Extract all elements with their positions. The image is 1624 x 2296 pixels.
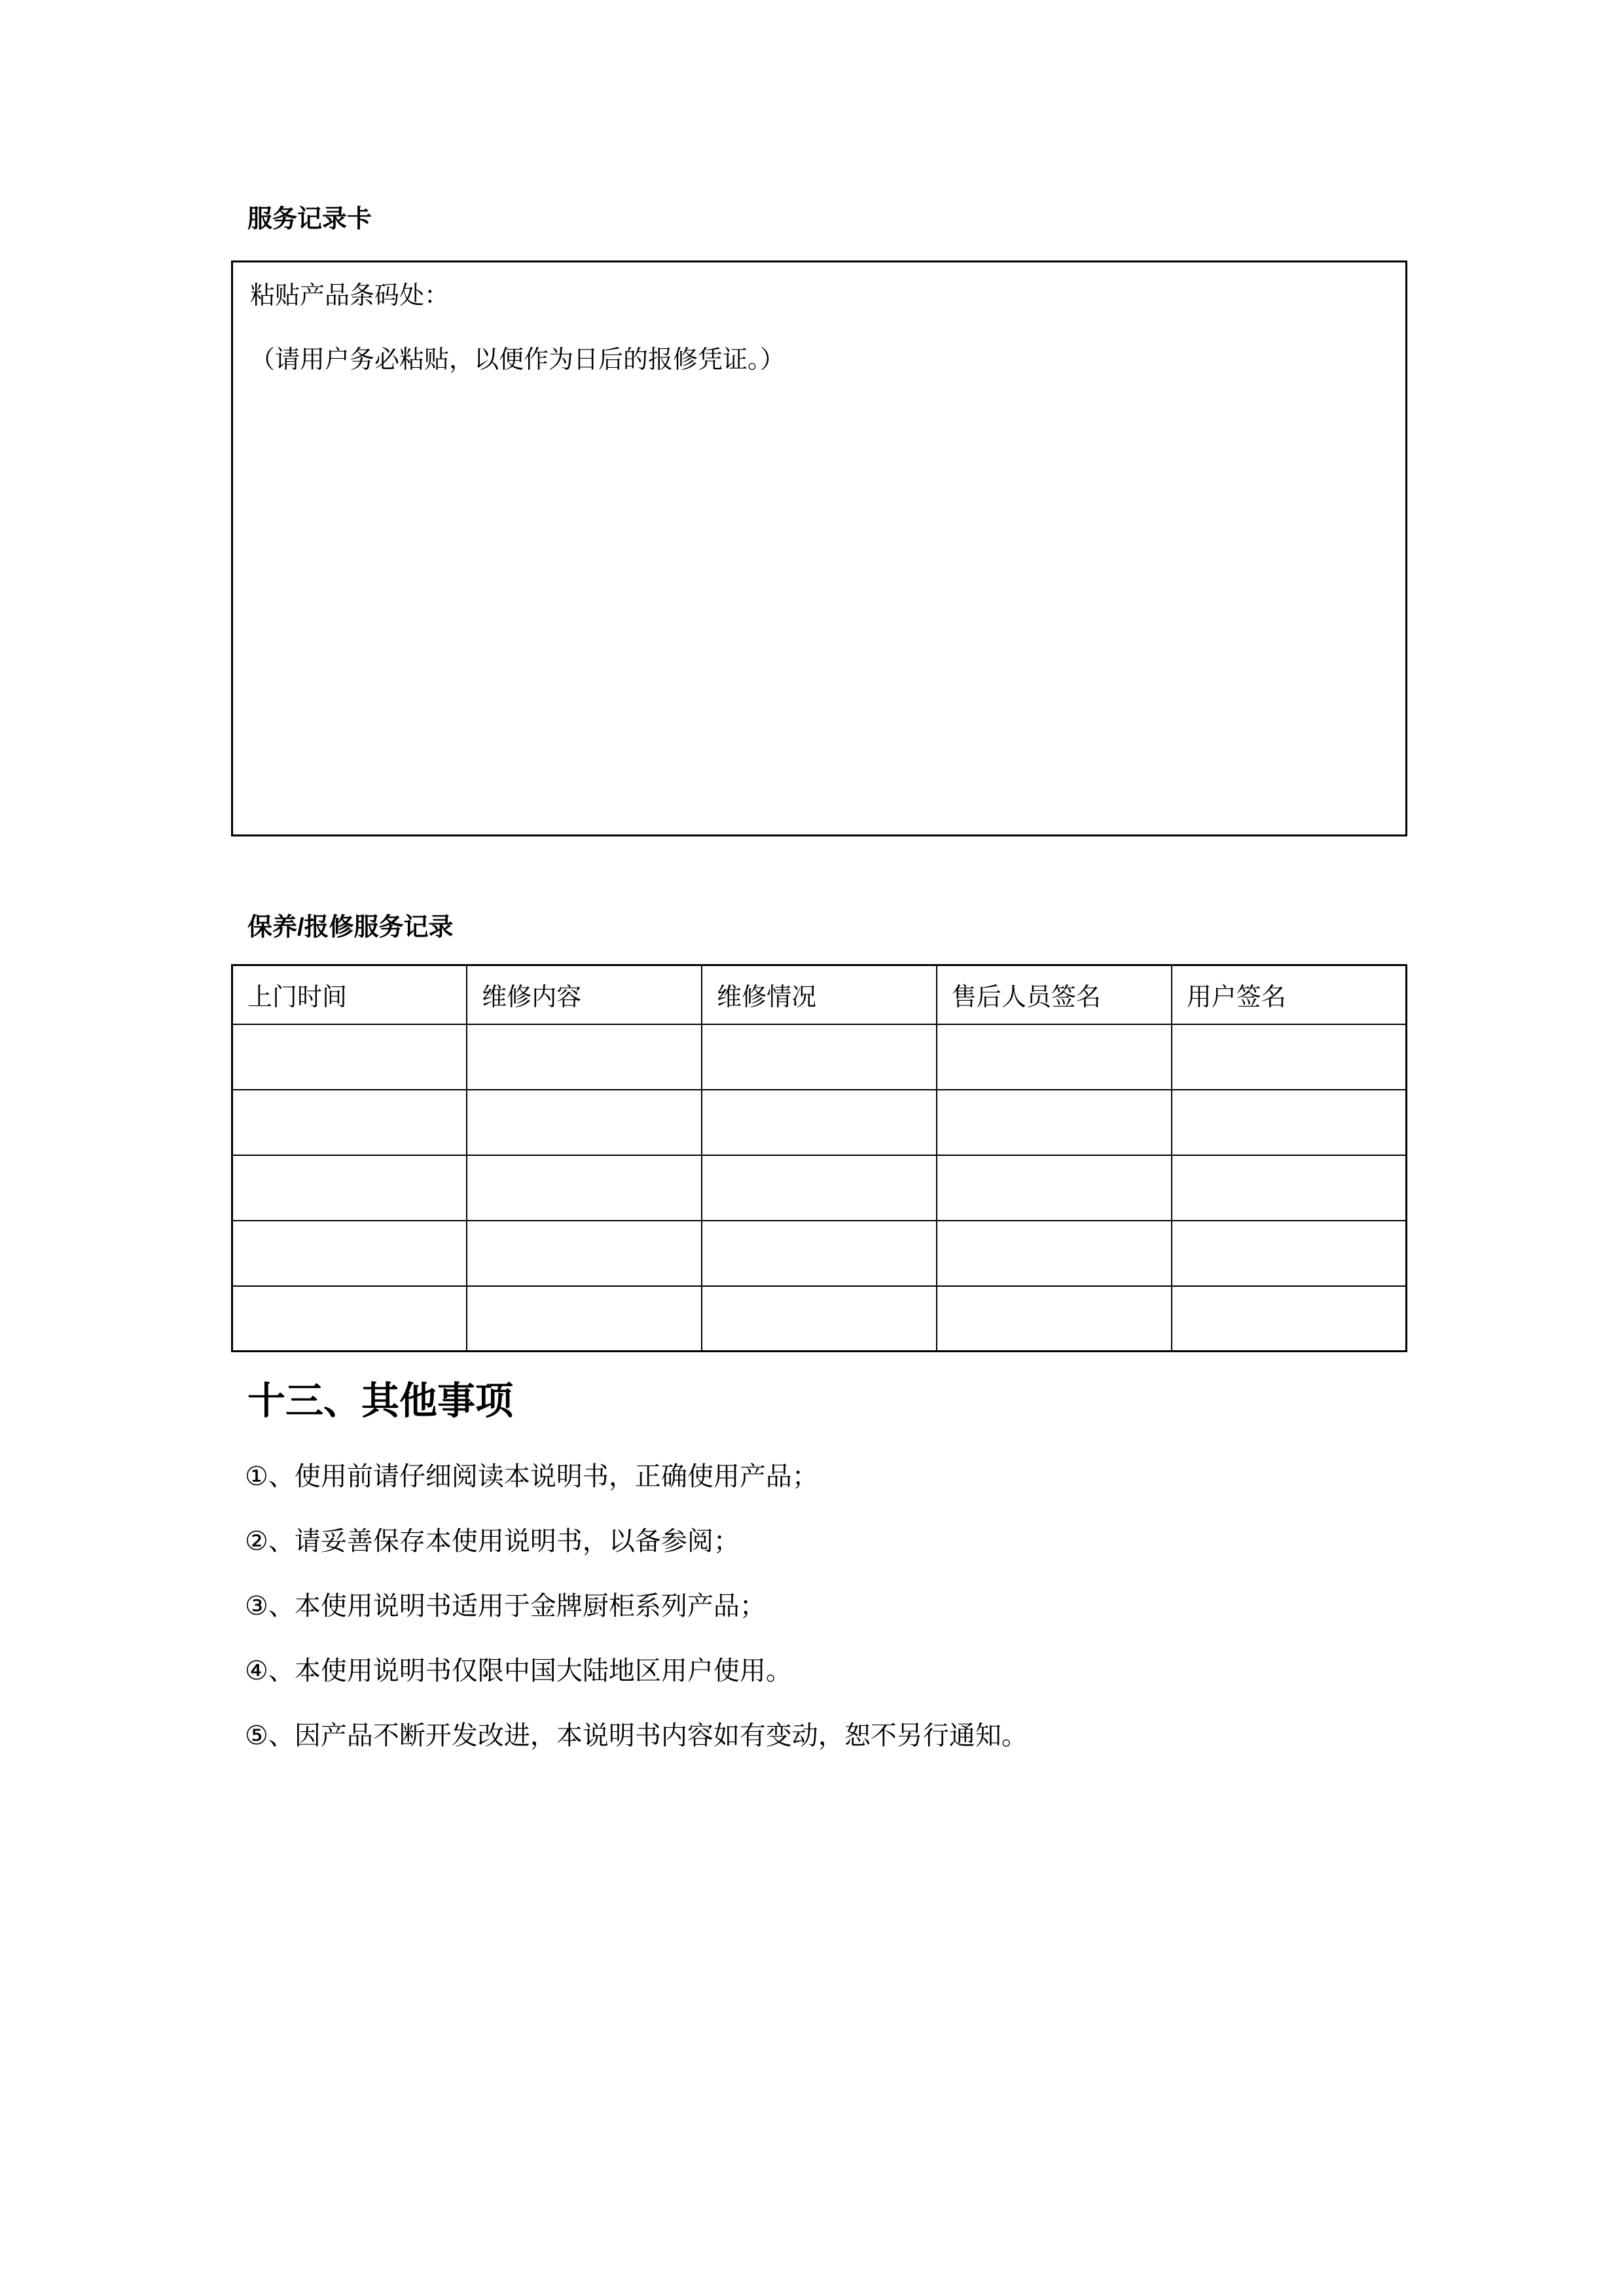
service-record-title: 保养/报修服务记录 [247,914,454,941]
col-header-repair-content: 维修内容 [467,965,702,1024]
table-cell [467,1024,702,1090]
table-row [232,1090,1407,1155]
list-item: ⑤、因产品不断开发改进，本说明书内容如有变动，恕不另行通知。 [245,1721,1028,1750]
table-cell [937,1221,1172,1286]
table-cell [467,1090,702,1155]
list-item: ②、请妥善保存本使用说明书，以备参阅； [245,1527,740,1556]
barcode-box-note: （请用户务必粘贴，以便作为日后的报修凭证。） [250,346,785,374]
table-cell [1172,1090,1407,1155]
other-items-list [245,1461,1407,1751]
table-cell [1172,1024,1407,1090]
barcode-sticker-box [231,260,1407,836]
other-items-title: 十三、其他事项 [247,1380,514,1422]
service-card-title: 服务记录卡 [247,206,372,233]
table-cell [1172,1221,1407,1286]
table-row [232,1221,1407,1286]
table-cell [232,1024,467,1090]
table-row [232,1024,1407,1090]
table-body [232,1024,1407,1352]
col-header-user-signature: 用户签名 [1172,965,1407,1024]
table-cell [467,1286,702,1352]
table-cell [1172,1155,1407,1221]
table-cell [702,1286,937,1352]
col-header-staff-signature: 售后人员签名 [937,965,1172,1024]
table-cell [702,1221,937,1286]
table-cell [467,1221,702,1286]
table-cell [702,1090,937,1155]
col-header-repair-status: 维修情况 [702,965,937,1024]
table-cell [937,1090,1172,1155]
list-item: ①、使用前请仔细阅读本说明书，正确使用产品； [245,1462,818,1491]
page-content [231,0,1407,1785]
service-record-table [231,964,1407,1352]
table-cell [232,1221,467,1286]
table-cell [937,1024,1172,1090]
table-header-row [232,965,1407,1024]
table-cell [702,1024,937,1090]
table-cell [232,1155,467,1221]
table-cell [232,1090,467,1155]
barcode-box-label: 粘贴产品条码处： [250,282,450,310]
list-item: ④、本使用说明书仅限中国大陆地区用户使用。 [245,1657,792,1685]
table-row [232,1286,1407,1352]
table-cell [232,1286,467,1352]
table-cell [1172,1286,1407,1352]
col-header-visit-time: 上门时间 [232,965,467,1024]
table-cell [467,1155,702,1221]
list-item: ③、本使用说明书适用于金牌厨柜系列产品； [245,1592,766,1621]
table-cell [937,1155,1172,1221]
table-cell [702,1155,937,1221]
table-cell [937,1286,1172,1352]
table-header [232,965,1407,1024]
table-row [232,1155,1407,1221]
